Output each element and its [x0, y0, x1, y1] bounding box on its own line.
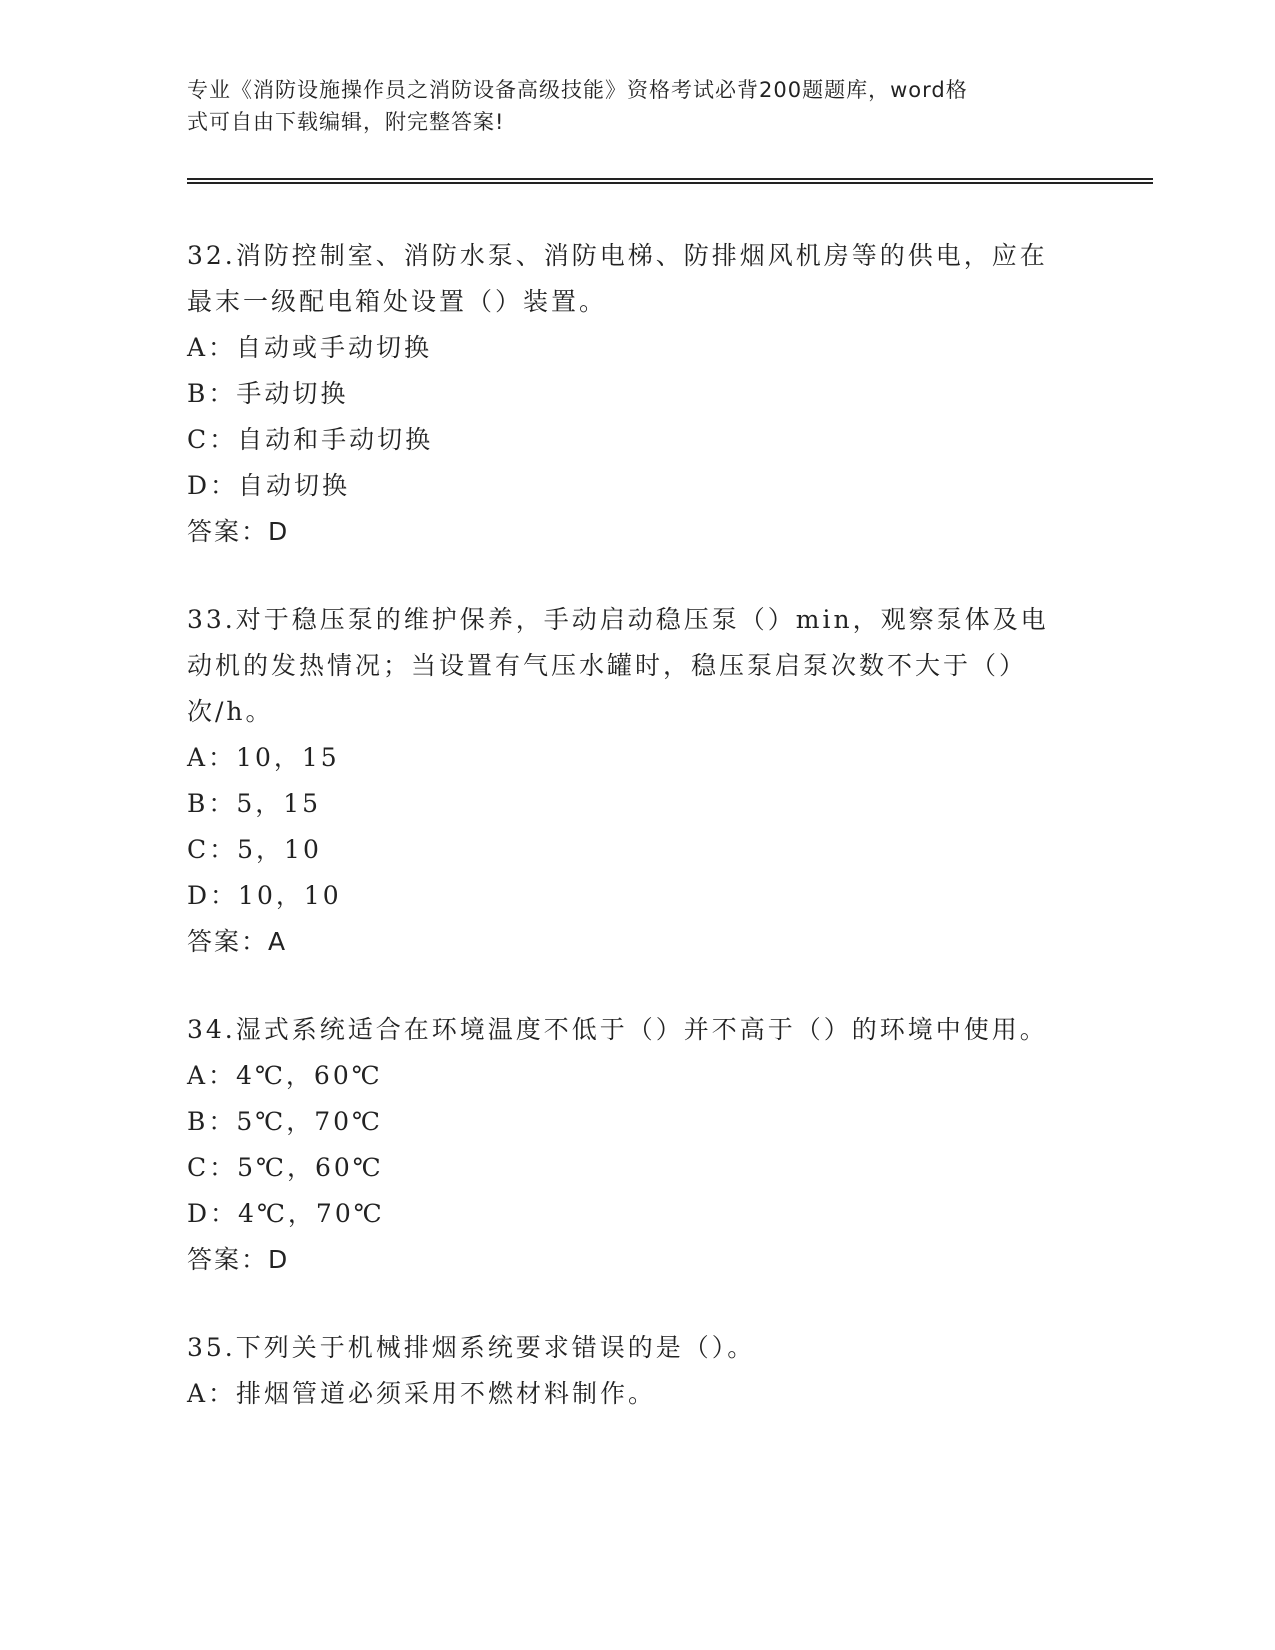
question-stem-line: 动机的发热情况；当设置有气压水罐时，稳压泵启泵次数不大于（）: [187, 651, 1028, 680]
option-b: B：手动切换: [187, 379, 349, 408]
option-a: A：10，15: [187, 743, 340, 772]
question-spacer: [187, 965, 1087, 1007]
question-34: [187, 1007, 1087, 1283]
option-c: C：5，10: [187, 835, 322, 864]
question-stem-line: 34.湿式系统适合在环境温度不低于（）并不高于（）的环境中使用。: [187, 1015, 1048, 1044]
answer-line: 答案：A: [187, 927, 288, 956]
option-b: B：5，15: [187, 789, 322, 818]
question-stem-line: 次/h。: [187, 697, 274, 726]
option-a: A：排烟管道必须采用不燃材料制作。: [187, 1379, 657, 1408]
option-a: A：4℃，60℃: [187, 1061, 383, 1090]
answer-line: 答案：D: [187, 517, 290, 546]
question-stem-line: 32.消防控制室、消防水泵、消防电梯、防排烟风机房等的供电，应在: [187, 241, 1048, 270]
option-d: D：自动切换: [187, 471, 351, 500]
question-33: [187, 597, 1087, 965]
header-line-1: 专业《消防设施操作员之消防设备高级技能》资格考试必背200题题库，word格: [187, 78, 968, 102]
question-stem-line: 最末一级配电箱处设置（）装置。: [187, 287, 608, 316]
option-b: B：5℃，70℃: [187, 1107, 384, 1136]
option-d: D：4℃，70℃: [187, 1199, 385, 1228]
question-spacer: [187, 1283, 1087, 1325]
question-32: [187, 233, 1087, 555]
question-stem-line: 35.下列关于机械排烟系统要求错误的是（）。: [187, 1333, 756, 1362]
option-a: A：自动或手动切换: [187, 333, 433, 362]
option-d: D：10，10: [187, 881, 342, 910]
question-35: [187, 1325, 1087, 1417]
option-c: C：5℃，60℃: [187, 1153, 384, 1182]
option-c: C：自动和手动切换: [187, 425, 434, 454]
question-list: [187, 233, 1087, 1417]
document-header: [187, 74, 1067, 138]
question-stem-line: 33.对于稳压泵的维护保养，手动启动稳压泵（）min，观察泵体及电: [187, 605, 1049, 634]
header-divider-bottom: [187, 182, 1153, 184]
header-line-2: 式可自由下载编辑，附完整答案!: [187, 110, 505, 134]
header-divider-top: [187, 178, 1153, 180]
question-spacer: [187, 555, 1087, 597]
answer-line: 答案：D: [187, 1245, 290, 1274]
